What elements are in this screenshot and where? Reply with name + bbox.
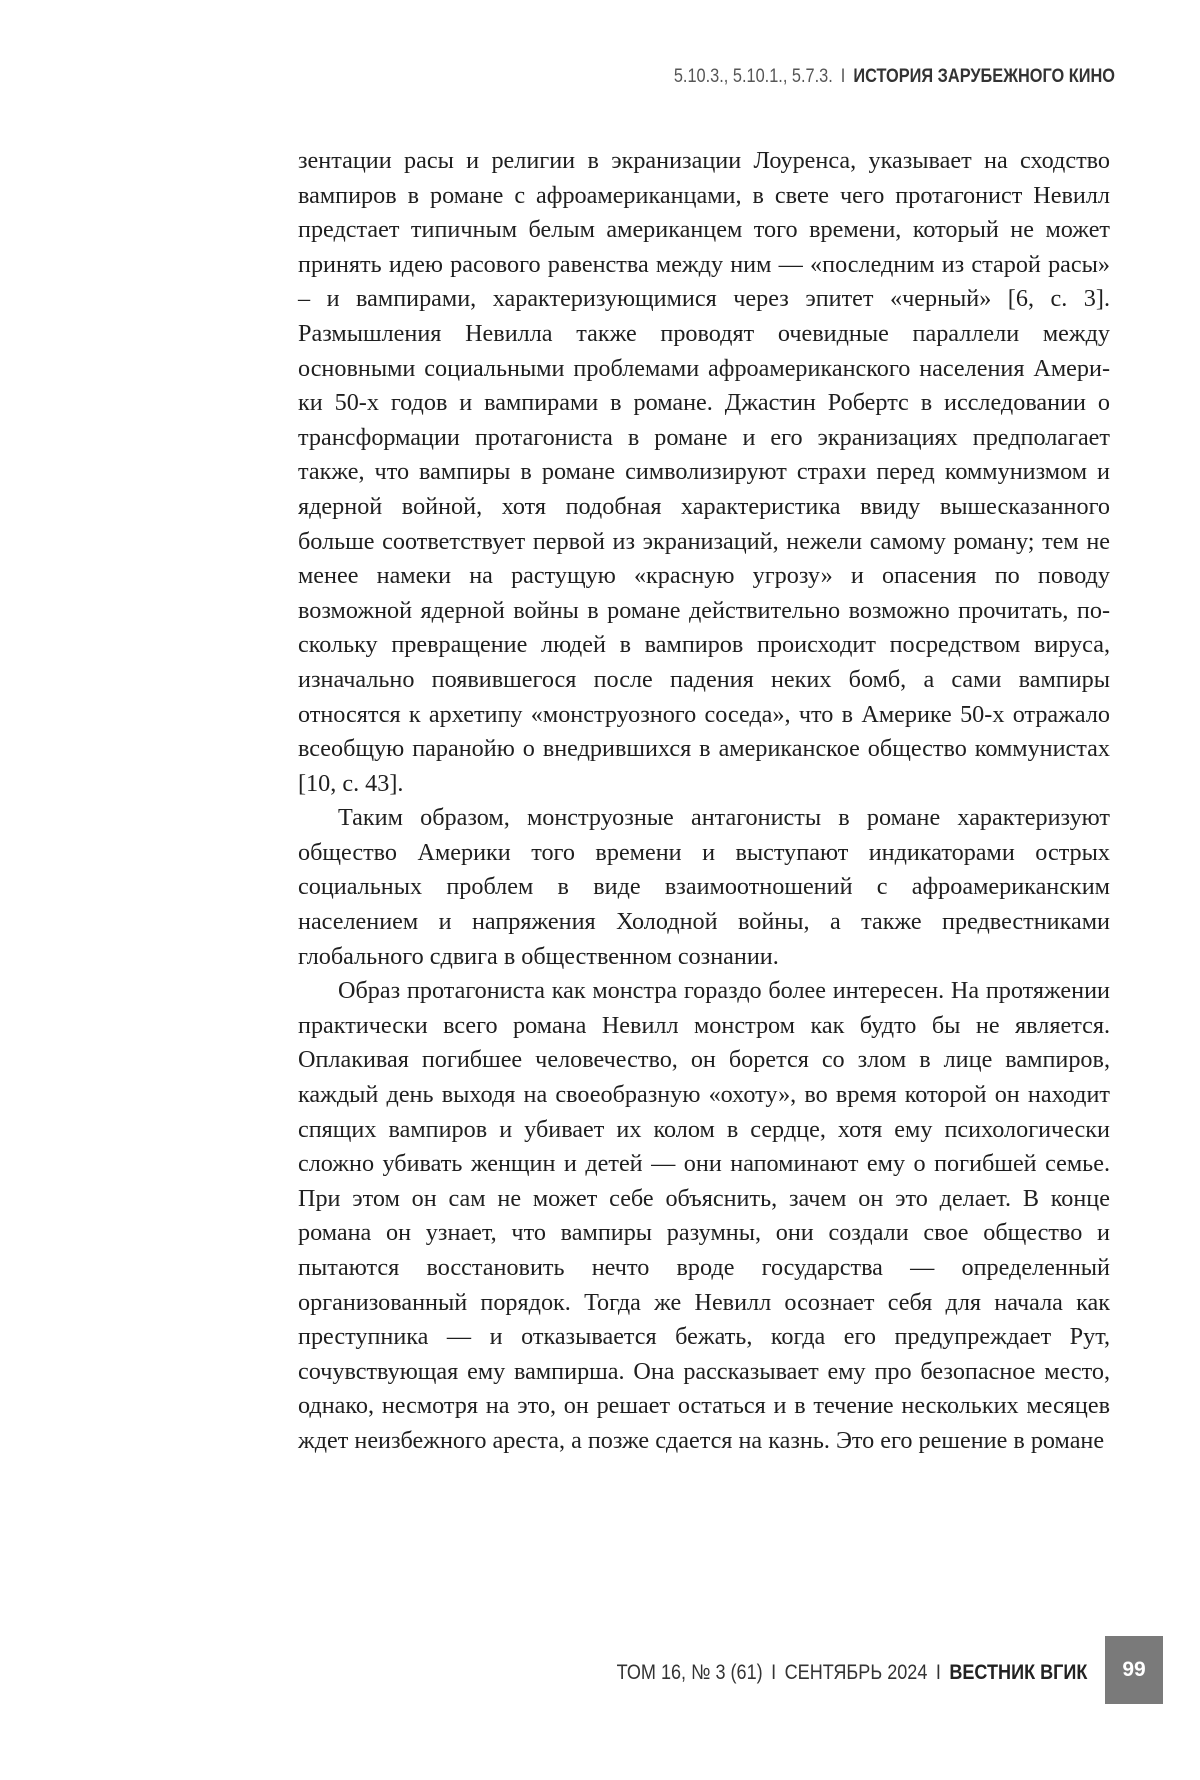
header-codes: 5.10.3., 5.10.1., 5.7.3. [674,66,833,87]
footer-separator: I [771,1661,776,1684]
paragraph-1: зентации расы и религии в экранизации Лоуренса, указывает на сходство вампиров в романе с афроамериканцами, в свете чего протагонист Невилл предстает типичным белым американцем того времени, который не может принять идею расового равен­ства между ним — «последним из старой расы» – и вампирами, ха­рактеризующимися через эпитет «черный» [6, с. 3]. Размышления Невилла также проводят очевидные параллели между основными социальными проблемами афроамериканского населения Амери­ки 50-х годов и вампирами в романе. Джастин Робертс в исследо­вании о трансформации протагониста в романе и его экраниза­циях предполагает также, что вампиры в романе символизируют страхи перед коммунизмом и ядерной войной, хотя подобная ха­рактеристика ввиду вышесказанного больше соответствует пер­вой из экранизаций, нежели самому роману; тем не менее намеки на растущую «красную угрозу» и опасения по поводу возможной ядерной войны в романе действительно возможно прочитать, по­скольку превращение людей в вампиров происходит посредством вируса, изначально появившегося после падения неких бомб, а сами вампиры относятся к архетипу «монструозного соседа», что в Америке 50-х отражало всеобщую паранойю о внедрившихся в американское общество коммунистах [10, с. 43]. [298,144,1110,801]
page-number: 99 [1105,1636,1163,1704]
header-separator: I [841,66,846,87]
footer-issue: ТОМ 16, № 3 (61) [616,1661,762,1684]
header-section-title: ИСТОРИЯ ЗАРУБЕЖНОГО КИНО [853,66,1115,87]
paragraph-3: Образ протагониста как монстра гораздо более интересен. На протяжении практически всего романа Невилл монстром как буд­то бы не является. Оплакивая погибшее человечество, он борется со злом в лице вампиров, каждый день выходя на своеобразную «охоту», во время которой он находит спящих вампиров и уби­вает их колом в сердце, хотя ему психологически сложно убивать женщин и детей — они напоминают ему о погибшей семье. При этом он сам не может себе объяснить, зачем он это делает. В конце романа он узнает, что вампиры разумны, они создали свое обще­ство и пытаются восстановить нечто вроде государства — опре­деленный организованный порядок. Тогда же Невилл осознает себя для начала как преступника — и отказывается бежать, когда его предупреждает Рут, сочувствующая ему вампирша. Она рас­сказывает ему про безопасное место, однако, несмотря на это, он решает остаться и в течение нескольких месяцев ждет неизбеж­ного ареста, а позже сдается на казнь. Это его решение в романе [298,974,1110,1458]
paragraph-2: Таким образом, монструозные антагонисты в романе харак­теризуют общество Америки того времени и выступают инди­каторами острых социальных проблем в виде взаимоотноше­ний с афроамериканским населением и напряжения Холодной войны, а также предвестниками глобального сдвига в обще­ственном сознании. [298,801,1110,974]
running-footer [616,1661,1087,1685]
footer-journal-title: ВЕСТНИК ВГИК [949,1661,1087,1684]
footer-separator-2: I [935,1661,940,1684]
footer-date: СЕНТЯБРЬ 2024 [784,1661,927,1684]
article-body [298,144,1110,1459]
running-header [674,66,1115,88]
